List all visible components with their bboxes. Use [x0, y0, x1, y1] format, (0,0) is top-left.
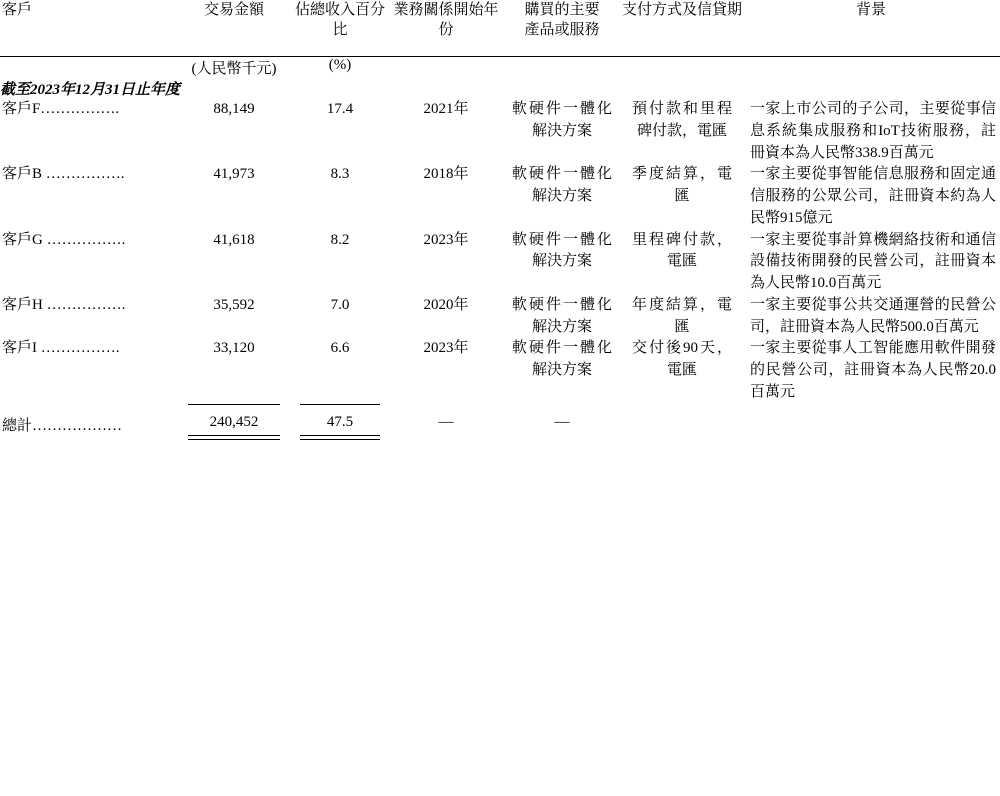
row-client: 客戶I …………….: [2, 340, 120, 357]
total-payment: [622, 414, 742, 435]
row-product: 軟硬件一體化解決方案: [512, 166, 612, 204]
header-start-year: 業務關係開始年份: [393, 2, 499, 39]
table-row: [0, 164, 1000, 229]
row-percent: 8.3: [330, 166, 350, 183]
header-product: [502, 0, 622, 56]
row-client: 客戶B …………….: [2, 166, 125, 183]
header-client: 客戶: [2, 2, 33, 18]
row-percent: 8.2: [330, 231, 350, 248]
row-payment: 預付款和里程碑付款，電匯: [632, 101, 732, 139]
row-payment: 里程碑付款，電匯: [632, 231, 732, 270]
table-header-row: [0, 0, 1000, 56]
row-background: 一家主要從事計算機網絡技術和通信設備技術開發的民營公司，註冊資本為人民幣10.0百萬元: [750, 231, 996, 291]
row-percent: 6.6: [330, 340, 350, 357]
unit-background-empty: [742, 57, 1000, 78]
section-title-row: [0, 78, 1000, 99]
row-client: 客戶F…………….: [2, 101, 120, 117]
total-row: [0, 414, 1000, 435]
unit-product-empty: [502, 57, 622, 78]
row-background: 一家上市公司的子公司，主要從事信息系統集成服務和IoT技術服務，註冊資本為人民幣338.9百萬元: [750, 101, 996, 161]
row-product: 軟硬件一體化解決方案: [512, 340, 612, 378]
row-product: 軟硬件一體化解決方案: [512, 101, 612, 139]
row-start-year: 2023年: [423, 340, 469, 357]
row-amount: 88,149: [213, 101, 255, 117]
row-amount: 35,592: [213, 296, 255, 313]
row-start-year: 2021年: [423, 101, 469, 117]
header-percent: 佔總收入百分比: [294, 2, 385, 39]
unit-year-empty: [390, 57, 502, 78]
row-amount: 41,973: [213, 166, 255, 183]
table-row: [0, 230, 1000, 295]
total-top-rule-amount: [178, 404, 290, 414]
row-percent: 17.4: [326, 101, 354, 117]
row-percent: 7.0: [330, 296, 350, 313]
section-title: 截至2023年12月31日止年度: [0, 82, 181, 98]
row-client: 客戶H …………….: [2, 296, 126, 313]
header-product-line2: 產品或服務: [524, 22, 600, 39]
total-percent: 47.5: [326, 413, 354, 430]
row-payment: 年度結算，電匯: [632, 296, 732, 335]
unit-row: [0, 57, 1000, 78]
row-amount: 41,618: [213, 231, 255, 248]
header-background: 背景: [855, 2, 886, 18]
header-payment: 支付方式及信貸期: [622, 2, 743, 18]
total-bottom-rule-percent: [290, 435, 390, 441]
total-bottom-rule-row: [0, 435, 1000, 441]
table-row: [0, 99, 1000, 164]
total-bottom-rule-amount: [178, 435, 290, 441]
total-top-rule-percent: [290, 404, 390, 414]
total-amount: 240,452: [209, 413, 259, 430]
header-product-line1: 購買的主要: [524, 2, 600, 18]
table-row: [0, 338, 1000, 403]
total-product: —: [554, 413, 570, 430]
row-client: 客戶G …………….: [2, 231, 126, 248]
total-start-year: —: [438, 413, 454, 430]
row-start-year: 2020年: [423, 296, 469, 313]
row-product: 軟硬件一體化解決方案: [512, 296, 612, 335]
table-row: [0, 295, 1000, 339]
row-product: 軟硬件一體化解決方案: [512, 231, 612, 270]
row-background: 一家主要從事智能信息服務和固定通信服務的公眾公司，註冊資本約為人民幣915億元: [750, 166, 996, 226]
unit-payment-empty: [622, 57, 742, 78]
unit-client-empty: [0, 57, 178, 78]
header-amount: 交易金額: [203, 2, 264, 18]
row-start-year: 2018年: [423, 166, 469, 183]
total-label: 總計………………: [2, 417, 123, 434]
unit-percent: (%): [328, 57, 352, 73]
row-amount: 33,120: [213, 340, 255, 357]
row-payment: 季度結算，電匯: [632, 166, 732, 204]
row-background: 一家主要從事人工智能應用軟件開發的民營公司，註冊資本為人民幣20.0百萬元: [750, 340, 996, 400]
spacer-row: [0, 404, 1000, 414]
total-background: [742, 414, 1000, 435]
unit-amount: (人民幣千元): [191, 61, 277, 77]
row-start-year: 2023年: [423, 231, 469, 248]
row-background: 一家主要從事公共交通運營的民營公司，註冊資本為人民幣500.0百萬元: [750, 296, 996, 335]
row-payment: 交付後90天，電匯: [632, 340, 732, 378]
